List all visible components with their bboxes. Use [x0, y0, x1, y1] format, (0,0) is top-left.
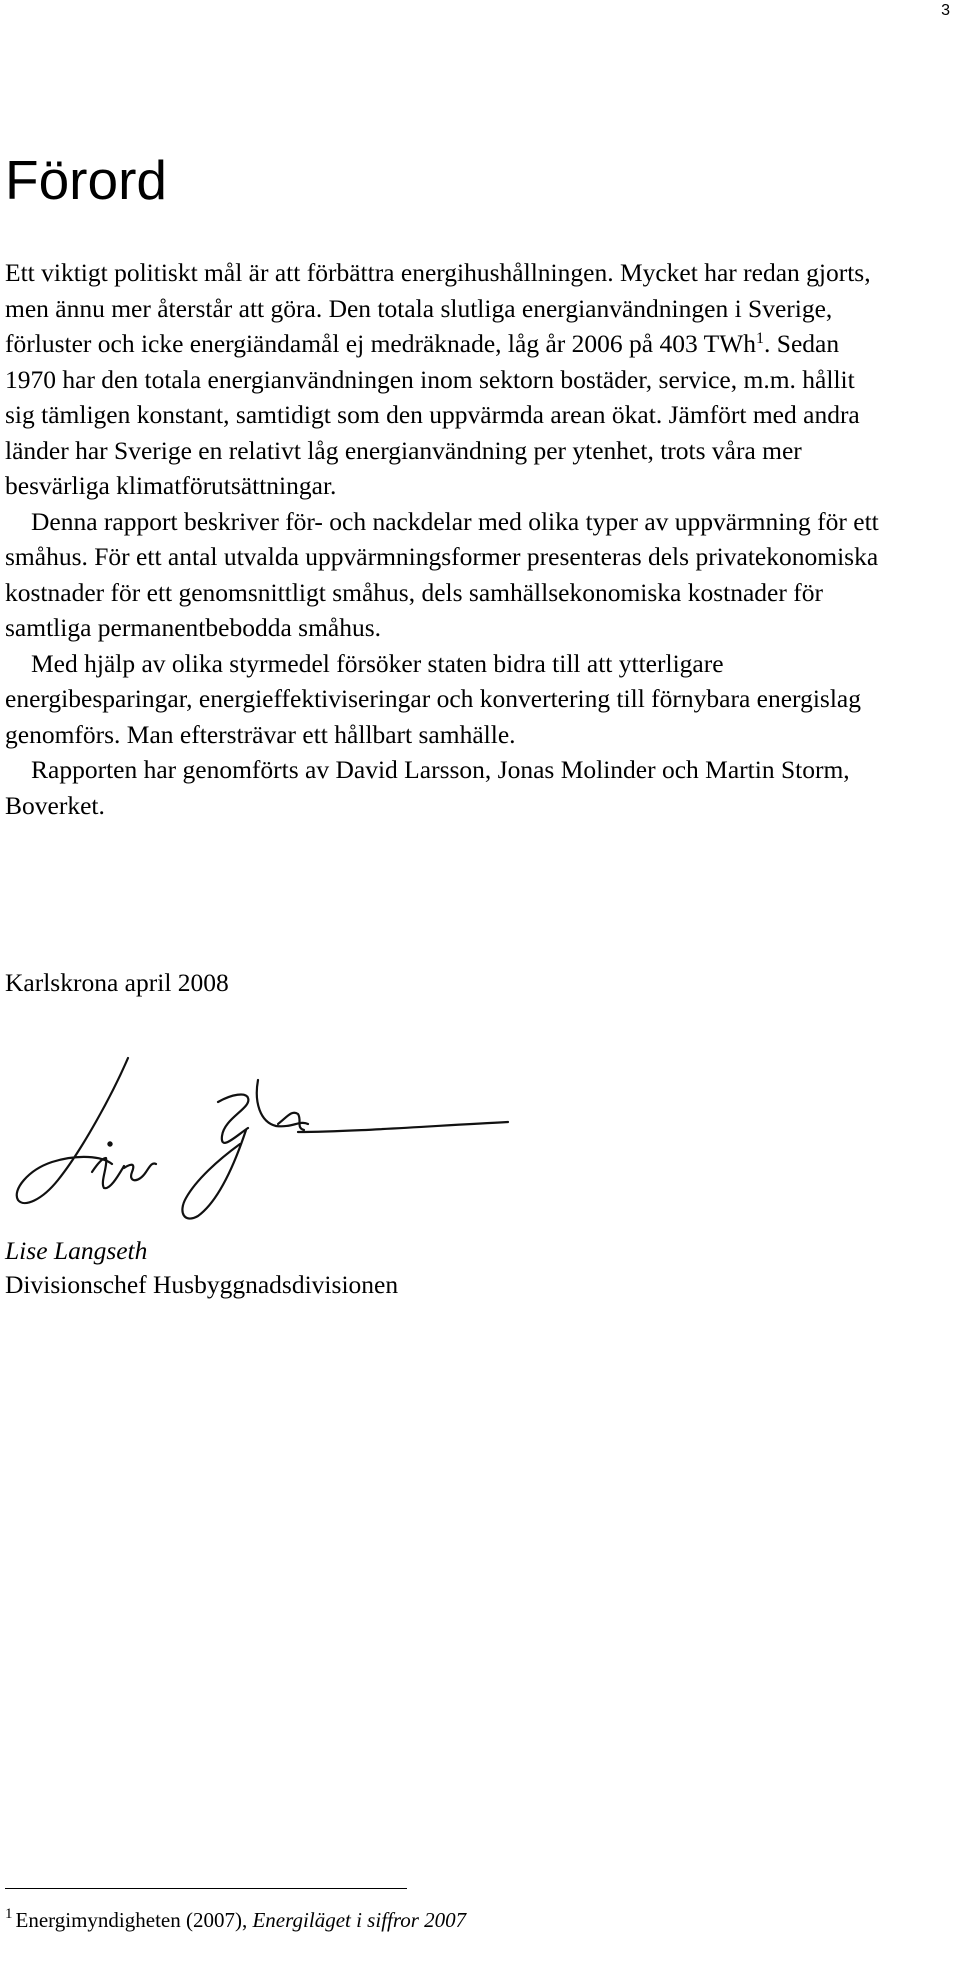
signature-icon — [0, 1040, 520, 1230]
footnote-source: Energimyndigheten (2007), — [15, 1908, 253, 1932]
paragraph-1-text-a: Ett viktigt politiskt mål är att förbättra energihushållningen. Mycket har redan gjorts, men ännu mer återstår att göra. Den totala slutliga energianvändningen i Sverige, förluster och icke energiändamål ej medräknade, låg år 2006 på 403 TWh — [5, 258, 871, 358]
foreword-body — [5, 255, 885, 823]
paragraph-1-text-b: . Sedan 1970 har den totala energianvändningen inom sektorn bostäder, service, m.m. hållit sig tämligen konstant, samtidigt som den uppvärmda arean ökat. Jämfört med andra länder har Sverige en relativt låg energianvändning per ytenhet, trots våra mer besvärliga klimatförutsättningar. — [5, 329, 860, 500]
footnote — [5, 1906, 466, 1934]
footnote-number: 1 — [5, 1906, 13, 1922]
signer-title: Divisionschef Husbyggnadsdivisionen — [5, 1270, 399, 1299]
paragraph-2: Denna rapport beskriver för- och nackdelar med olika typer av uppvärmning för ett småhus. För ett antal utvalda uppvärmningsformer presenteras dels privatekonomiska kostnader för ett genomsnittligt småhus, dels samhällsekonomiska kostnader för samtliga permanentbebodda småhus. — [5, 506, 879, 642]
page-title: Förord — [5, 149, 167, 211]
paragraph-4: Rapporten har genomförts av David Larsson, Jonas Molinder och Martin Storm, Boverket. — [5, 755, 850, 820]
footnote-reference: 1 — [756, 330, 765, 347]
signer-name: Lise Langseth — [5, 1236, 148, 1265]
footnote-divider — [5, 1888, 407, 1889]
footnote-publication: Energiläget i siffror 2007 — [252, 1908, 467, 1932]
paragraph-1 — [5, 255, 885, 504]
place-and-date: Karlskrona april 2008 — [5, 968, 229, 997]
page-number: 3 — [941, 2, 950, 19]
paragraph-3: Med hjälp av olika styrmedel försöker staten bidra till att ytterligare energibesparingar, energieffektiviseringar och konvertering till förnybara energislag genomförs. Man eftersträvar ett hållbart samhälle. — [5, 648, 861, 749]
